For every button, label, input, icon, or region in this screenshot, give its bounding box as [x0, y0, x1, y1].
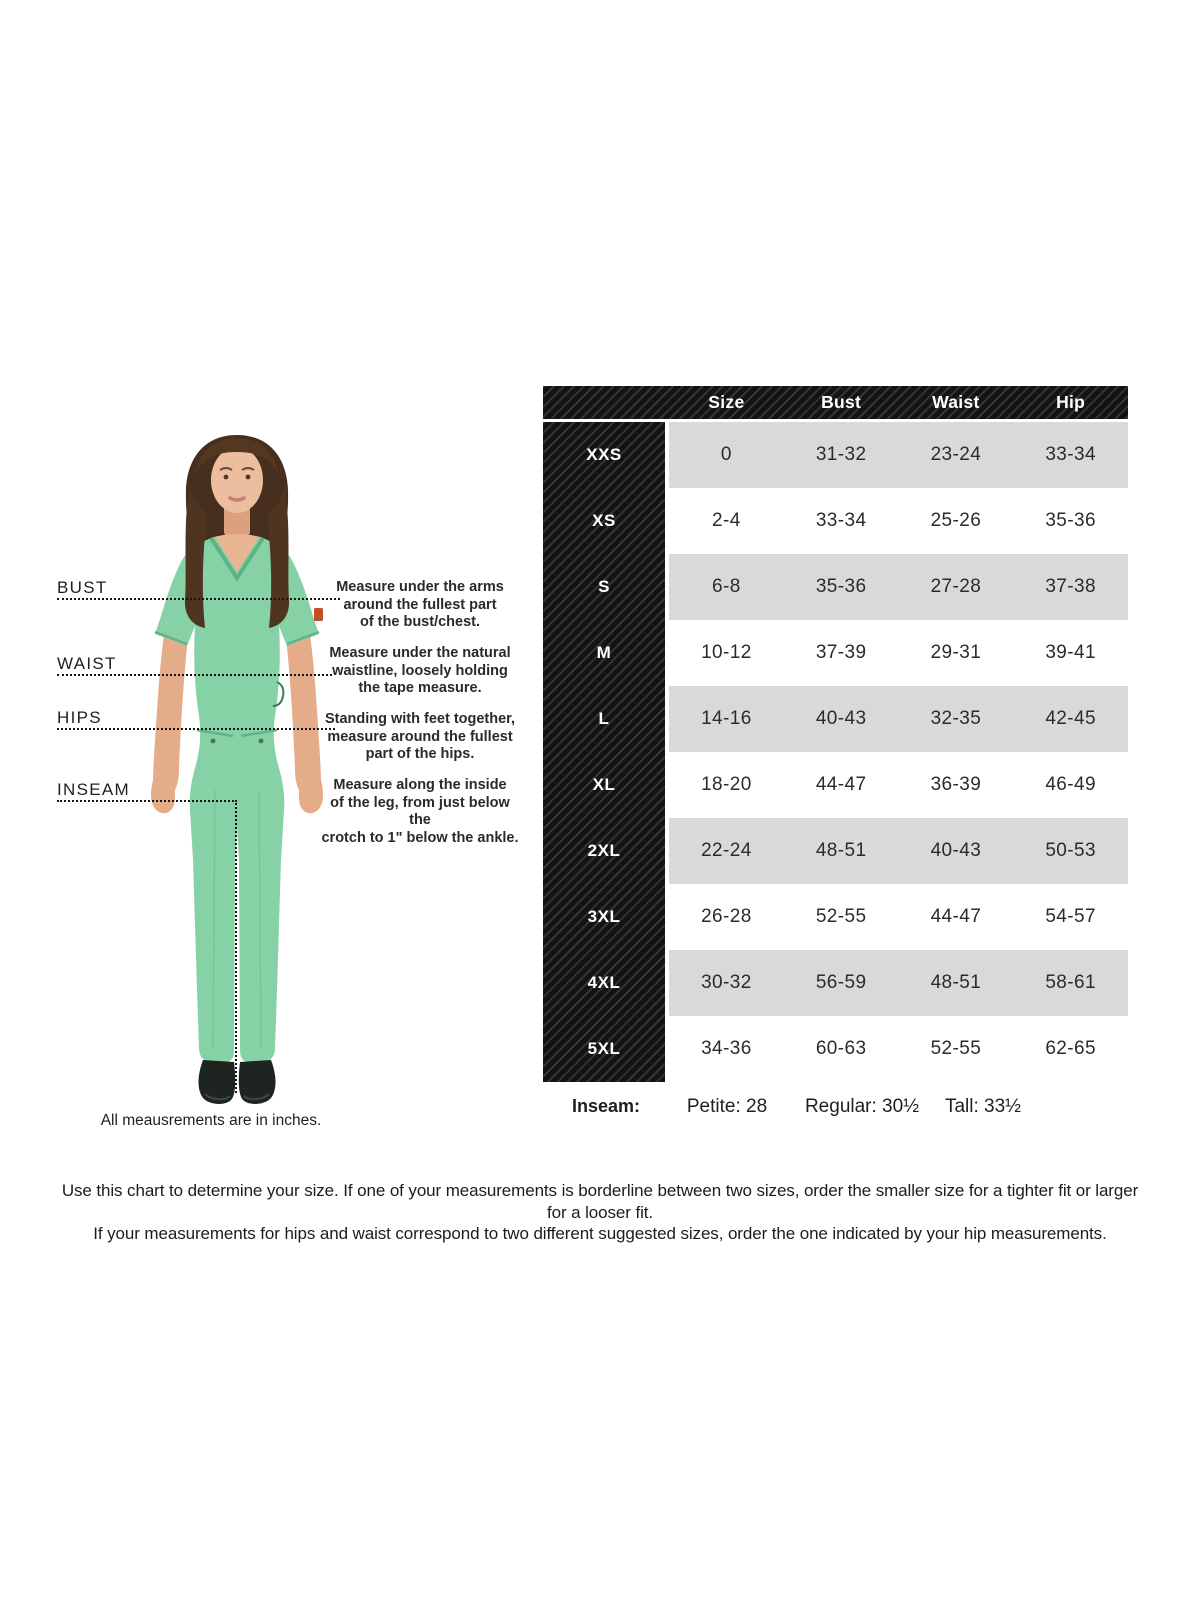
size-label-column: [543, 422, 665, 1082]
inseam-instruction: Measure along the inside of the leg, from just below the crotch to 1" below the ankle.: [321, 777, 519, 846]
cell-2xl-hip: 50-53: [1013, 818, 1128, 884]
model-photo: [127, 430, 347, 1110]
header-size: Size: [708, 392, 745, 412]
cell-m-bust: 37-39: [784, 620, 899, 686]
inseam-vertical-dotted-line: [235, 800, 237, 1093]
cell-4xl-waist: 48-51: [899, 950, 1014, 1016]
cell-xxs-hip: 33-34: [1013, 422, 1128, 488]
cell-xl-bust: 44-47: [784, 752, 899, 818]
inseam-regular: Regular: 30½: [804, 1096, 920, 1117]
size-data-grid: [669, 422, 1128, 1082]
cell-l-size: 14-16: [669, 686, 784, 752]
usage-line-2: If your measurements for hips and waist correspond to two different suggested sizes, order the one indicated by your hip measurements.: [93, 1224, 1107, 1243]
size-row-label-l: L: [598, 709, 610, 728]
cell-5xl-size: 34-36: [669, 1016, 784, 1082]
hips-instruction: Standing with feet together, measure around the fullest part of the hips.: [324, 711, 516, 762]
size-row-label-3xl: 3XL: [587, 907, 621, 926]
cell-m-waist: 29-31: [899, 620, 1014, 686]
hips-dotted-line: [57, 728, 335, 730]
cell-4xl-hip: 58-61: [1013, 950, 1128, 1016]
cell-s-size: 6-8: [669, 554, 784, 620]
cell-xs-bust: 33-34: [784, 488, 899, 554]
cell-xxs-size: 0: [669, 422, 784, 488]
waist-instruction: Measure under the natural waistline, loosely holding the tape measure.: [329, 645, 511, 696]
usage-line-1: Use this chart to determine your size. If one of your measurements is borderline between two sizes, order the smaller size for a tighter fit or larger for a looser fit.: [61, 1181, 1139, 1222]
cell-4xl-size: 30-32: [669, 950, 784, 1016]
hips-label: HIPS: [57, 708, 102, 727]
cell-m-size: 10-12: [669, 620, 784, 686]
cell-2xl-waist: 40-43: [899, 818, 1014, 884]
waist-dotted-line: [57, 674, 332, 676]
inseam-petite: Petite: 28: [686, 1096, 768, 1117]
cell-3xl-hip: 54-57: [1013, 884, 1128, 950]
cell-3xl-waist: 44-47: [899, 884, 1014, 950]
cell-5xl-bust: 60-63: [784, 1016, 899, 1082]
size-row-label-m: M: [596, 643, 612, 662]
table-header-row: [543, 386, 1128, 419]
cell-xs-size: 2-4: [669, 488, 784, 554]
cell-l-hip: 42-45: [1013, 686, 1128, 752]
size-row-label-xs: XS: [592, 511, 616, 530]
table-body: [543, 422, 1128, 1082]
cell-l-waist: 32-35: [899, 686, 1014, 752]
header-bust: Bust: [821, 392, 862, 412]
size-row-label-5xl: 5XL: [587, 1039, 621, 1058]
cell-2xl-bust: 48-51: [784, 818, 899, 884]
cell-3xl-bust: 52-55: [784, 884, 899, 950]
bust-instruction: Measure under the arms around the fullest part of the bust/chest.: [336, 579, 504, 630]
cell-s-bust: 35-36: [784, 554, 899, 620]
inseam-label: INSEAM: [57, 780, 130, 799]
inseam-dotted-line: [57, 800, 237, 802]
size-row-label-xxs: XXS: [586, 445, 622, 464]
header-hip: Hip: [1056, 392, 1086, 412]
size-row-label-xl: XL: [592, 775, 616, 794]
header-waist: Waist: [932, 392, 980, 412]
size-row-label-s: S: [598, 577, 610, 596]
cell-xl-size: 18-20: [669, 752, 784, 818]
size-chart-table: [543, 386, 1128, 1082]
cell-xl-waist: 36-39: [899, 752, 1014, 818]
inseam-tall: Tall: 33½: [944, 1096, 1022, 1117]
cell-xxs-bust: 31-32: [784, 422, 899, 488]
bust-dotted-line: [57, 598, 340, 600]
cell-xl-hip: 46-49: [1013, 752, 1128, 818]
cell-5xl-waist: 52-55: [899, 1016, 1014, 1082]
cell-xs-waist: 25-26: [899, 488, 1014, 554]
cell-3xl-size: 26-28: [669, 884, 784, 950]
cell-s-hip: 37-38: [1013, 554, 1128, 620]
size-row-label-4xl: 4XL: [587, 973, 621, 992]
usage-instructions: [50, 1180, 1150, 1245]
cell-5xl-hip: 62-65: [1013, 1016, 1128, 1082]
inseam-row-label: Inseam:: [571, 1096, 641, 1116]
cell-s-waist: 27-28: [899, 554, 1014, 620]
cell-xxs-waist: 23-24: [899, 422, 1014, 488]
bust-label: BUST: [57, 578, 108, 597]
cell-xs-hip: 35-36: [1013, 488, 1128, 554]
cell-2xl-size: 22-24: [669, 818, 784, 884]
size-row-label-2xl: 2XL: [587, 841, 621, 860]
waist-label: WAIST: [57, 654, 117, 673]
inseam-row: [543, 1096, 1128, 1120]
cell-m-hip: 39-41: [1013, 620, 1128, 686]
units-footnote: All meausrements are in inches.: [100, 1112, 322, 1129]
cell-l-bust: 40-43: [784, 686, 899, 752]
cell-4xl-bust: 56-59: [784, 950, 899, 1016]
